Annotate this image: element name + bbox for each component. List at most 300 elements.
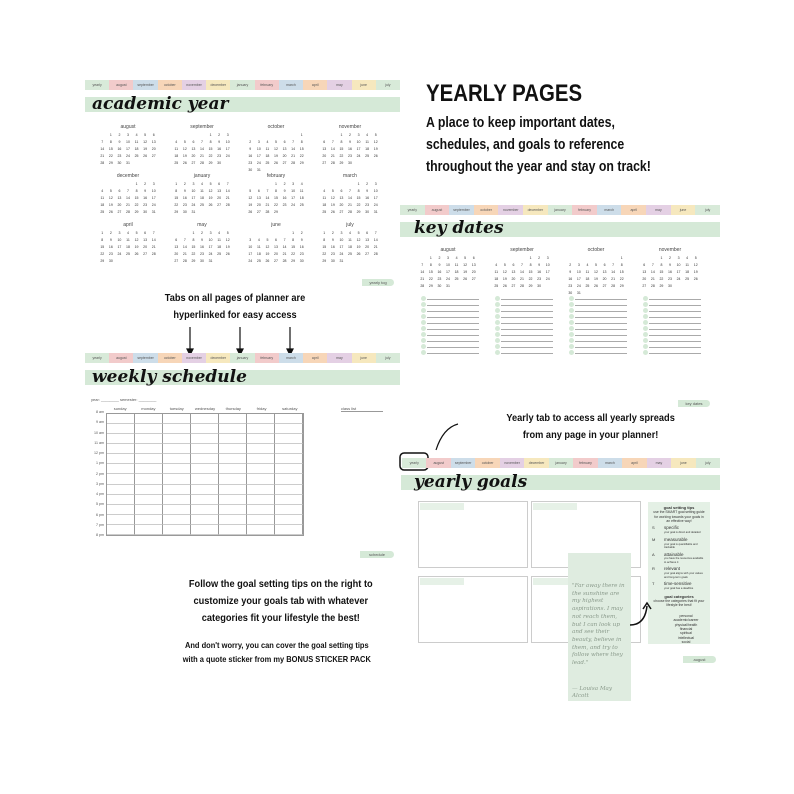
day[interactable]: 5 xyxy=(503,263,506,267)
day[interactable]: 23 xyxy=(365,203,370,207)
schedule-cell[interactable] xyxy=(275,454,303,464)
day[interactable]: 27 xyxy=(642,284,647,288)
august-tag[interactable]: august xyxy=(683,656,716,663)
day[interactable]: 5 xyxy=(275,140,277,144)
day[interactable]: 1 xyxy=(101,231,104,235)
day[interactable]: 29 xyxy=(659,284,664,288)
day[interactable]: 4 xyxy=(495,263,498,267)
schedule-cell[interactable] xyxy=(107,485,135,495)
day[interactable]: 5 xyxy=(266,238,269,242)
day[interactable]: 25 xyxy=(685,277,690,281)
day[interactable]: 17 xyxy=(191,196,196,200)
day[interactable]: 7 xyxy=(226,182,229,186)
tab-january[interactable]: january xyxy=(548,205,573,215)
key-dates-tag[interactable]: key dates xyxy=(678,400,710,407)
schedule-cell[interactable] xyxy=(275,474,303,484)
day[interactable]: 1 xyxy=(529,256,532,260)
schedule-cell[interactable] xyxy=(191,515,219,525)
day[interactable]: 17 xyxy=(339,245,344,249)
day[interactable]: 25 xyxy=(217,252,222,256)
day[interactable]: 15 xyxy=(134,196,139,200)
day[interactable]: 24 xyxy=(373,203,378,207)
day[interactable]: 30 xyxy=(348,161,352,165)
day[interactable]: 16 xyxy=(117,147,122,151)
day[interactable]: 2 xyxy=(569,263,572,267)
day[interactable]: 29 xyxy=(191,259,196,263)
day[interactable]: 8 xyxy=(135,189,138,193)
day[interactable]: 23 xyxy=(117,154,122,158)
day[interactable]: 22 xyxy=(619,277,624,281)
day[interactable]: 10 xyxy=(446,263,450,267)
day[interactable]: 14 xyxy=(182,245,187,249)
day[interactable]: 21 xyxy=(182,252,187,256)
day[interactable]: 24 xyxy=(291,203,296,207)
tab-august[interactable]: august xyxy=(109,353,133,363)
day[interactable]: 1 xyxy=(192,231,195,235)
day[interactable]: 13 xyxy=(191,147,196,151)
day[interactable]: 4 xyxy=(101,189,104,193)
day[interactable]: 14 xyxy=(420,270,425,274)
day[interactable]: 1 xyxy=(135,182,138,186)
day[interactable]: 17 xyxy=(208,245,213,249)
day[interactable]: 10 xyxy=(126,140,130,144)
schedule-cell[interactable] xyxy=(275,464,303,474)
day[interactable]: 2 xyxy=(218,133,221,137)
day[interactable]: 8 xyxy=(620,263,623,267)
day[interactable]: 8 xyxy=(175,189,178,193)
day[interactable]: 26 xyxy=(463,277,468,281)
day[interactable]: 30 xyxy=(200,259,204,263)
day[interactable]: 8 xyxy=(275,189,277,193)
day[interactable]: 28 xyxy=(420,284,425,288)
day[interactable]: 14 xyxy=(650,270,655,274)
day[interactable]: 22 xyxy=(174,203,179,207)
schedule-cell[interactable] xyxy=(219,495,247,505)
day[interactable]: 30 xyxy=(365,210,370,214)
tab-november[interactable]: november xyxy=(498,205,523,215)
tab-december[interactable]: december xyxy=(206,80,230,90)
day[interactable]: 26 xyxy=(108,210,113,214)
day[interactable]: 7 xyxy=(331,140,334,144)
day[interactable]: 23 xyxy=(668,277,672,281)
day[interactable]: 18 xyxy=(134,147,139,151)
tab-january[interactable]: january xyxy=(230,353,254,363)
day[interactable]: 3 xyxy=(447,256,449,260)
day[interactable]: 11 xyxy=(126,238,130,242)
day[interactable]: 15 xyxy=(208,147,213,151)
day[interactable]: 8 xyxy=(660,263,663,267)
day[interactable]: 7 xyxy=(183,238,186,242)
day[interactable]: 1 xyxy=(357,182,360,186)
day[interactable]: 12 xyxy=(502,270,507,274)
day[interactable]: 31 xyxy=(446,284,450,288)
day[interactable]: 31 xyxy=(339,259,344,263)
day[interactable]: 17 xyxy=(151,196,156,200)
day[interactable]: 26 xyxy=(265,259,270,263)
day[interactable]: 28 xyxy=(282,259,287,263)
day[interactable]: 21 xyxy=(611,277,616,281)
schedule-cell[interactable] xyxy=(135,414,163,424)
day[interactable]: 9 xyxy=(438,263,441,267)
day[interactable]: 1 xyxy=(300,133,303,137)
schedule-cell[interactable] xyxy=(219,474,247,484)
day[interactable]: 29 xyxy=(291,259,296,263)
day[interactable]: 17 xyxy=(256,154,261,158)
day[interactable]: 19 xyxy=(248,203,253,207)
schedule-cell[interactable] xyxy=(107,525,135,535)
day[interactable]: 1 xyxy=(175,182,178,186)
day[interactable]: 16 xyxy=(200,245,204,249)
day[interactable]: 6 xyxy=(257,189,260,193)
tab-march[interactable]: march xyxy=(279,80,303,90)
day[interactable]: 23 xyxy=(200,252,204,256)
day[interactable]: 24 xyxy=(676,277,681,281)
day[interactable]: 14 xyxy=(151,238,156,242)
day[interactable]: 25 xyxy=(494,284,499,288)
tab-july[interactable]: july xyxy=(695,205,720,215)
day[interactable]: 11 xyxy=(299,189,304,193)
day[interactable]: 13 xyxy=(282,147,287,151)
day[interactable]: 22 xyxy=(356,203,361,207)
day[interactable]: 2 xyxy=(366,182,369,186)
day[interactable]: 24 xyxy=(151,203,156,207)
day[interactable]: 17 xyxy=(225,147,230,151)
day[interactable]: 28 xyxy=(520,284,524,288)
schedule-cell[interactable] xyxy=(191,414,219,424)
day[interactable]: 14 xyxy=(225,189,230,193)
schedule-cell[interactable] xyxy=(107,495,135,505)
day[interactable]: 20 xyxy=(274,252,278,256)
tab-yearly[interactable]: yearly xyxy=(402,458,426,468)
day[interactable]: 23 xyxy=(248,161,253,165)
schedule-cell[interactable] xyxy=(247,485,275,495)
day[interactable]: 12 xyxy=(274,147,278,151)
day[interactable]: 5 xyxy=(331,189,334,193)
day[interactable]: 21 xyxy=(100,154,105,158)
day[interactable]: 8 xyxy=(101,238,104,242)
day[interactable]: 22 xyxy=(108,154,113,158)
day[interactable]: 8 xyxy=(340,140,343,144)
tab-november[interactable]: november xyxy=(500,458,524,468)
day[interactable]: 8 xyxy=(429,263,432,267)
day[interactable]: 15 xyxy=(100,245,105,249)
day[interactable]: 18 xyxy=(217,245,222,249)
day[interactable]: 16 xyxy=(108,245,113,249)
day[interactable]: 3 xyxy=(292,182,295,186)
day[interactable]: 16 xyxy=(365,196,370,200)
tab-january[interactable]: january xyxy=(549,458,573,468)
schedule-cell[interactable] xyxy=(275,485,303,495)
schedule-cell[interactable] xyxy=(135,525,163,535)
day[interactable]: 20 xyxy=(511,277,516,281)
day[interactable]: 27 xyxy=(602,284,607,288)
day[interactable]: 28 xyxy=(151,252,156,256)
day[interactable]: 24 xyxy=(356,154,361,158)
checkbox[interactable] xyxy=(421,338,426,343)
day[interactable]: 10 xyxy=(676,263,681,267)
schedule-cell[interactable] xyxy=(163,444,191,454)
day[interactable]: 24 xyxy=(225,154,230,158)
day[interactable]: 21 xyxy=(282,252,287,256)
day[interactable]: 28 xyxy=(265,210,270,214)
day[interactable]: 25 xyxy=(174,161,179,165)
day[interactable]: 28 xyxy=(126,210,130,214)
schedule-cell[interactable] xyxy=(247,414,275,424)
day[interactable]: 4 xyxy=(455,256,458,260)
checkbox[interactable] xyxy=(421,308,426,313)
tab-october[interactable]: october xyxy=(158,353,182,363)
day[interactable]: 12 xyxy=(265,245,270,249)
day[interactable]: 24 xyxy=(117,252,122,256)
day[interactable]: 23 xyxy=(217,154,222,158)
day[interactable]: 30 xyxy=(108,259,113,263)
day[interactable]: 17 xyxy=(248,252,253,256)
tab-april[interactable]: april xyxy=(303,80,327,90)
day[interactable]: 25 xyxy=(126,252,130,256)
day[interactable]: 6 xyxy=(283,140,286,144)
schedule-cell[interactable] xyxy=(163,464,191,474)
day[interactable]: 20 xyxy=(471,270,476,274)
day[interactable]: 6 xyxy=(472,256,475,260)
tab-june[interactable]: june xyxy=(352,80,376,90)
day[interactable]: 2 xyxy=(144,182,147,186)
day[interactable]: 11 xyxy=(365,140,369,144)
day[interactable]: 21 xyxy=(126,203,130,207)
checkbox[interactable] xyxy=(569,308,574,313)
day[interactable]: 12 xyxy=(225,238,230,242)
day[interactable]: 15 xyxy=(528,270,533,274)
day[interactable]: 29 xyxy=(299,161,304,165)
checkbox[interactable] xyxy=(643,320,648,325)
schedule-cell[interactable] xyxy=(247,525,275,535)
day[interactable]: 5 xyxy=(209,182,212,186)
day[interactable]: 10 xyxy=(208,238,213,242)
day[interactable]: 27 xyxy=(143,252,148,256)
day[interactable]: 13 xyxy=(642,270,647,274)
day[interactable]: 15 xyxy=(274,196,278,200)
day[interactable]: 4 xyxy=(349,231,351,235)
day[interactable]: 22 xyxy=(134,203,139,207)
day[interactable]: 7 xyxy=(266,189,269,193)
schedule-cell[interactable] xyxy=(275,424,303,434)
tab-december[interactable]: december xyxy=(524,458,548,468)
day[interactable]: 10 xyxy=(191,189,196,193)
day[interactable]: 9 xyxy=(183,189,186,193)
day[interactable]: 30 xyxy=(217,161,222,165)
day[interactable]: 16 xyxy=(330,245,335,249)
day[interactable]: 20 xyxy=(602,277,607,281)
day[interactable]: 2 xyxy=(201,231,203,235)
day[interactable]: 14 xyxy=(291,147,296,151)
tab-april[interactable]: april xyxy=(303,353,327,363)
day[interactable]: 29 xyxy=(428,284,433,288)
day[interactable]: 26 xyxy=(373,154,378,158)
tab-yearly[interactable]: yearly xyxy=(85,80,109,90)
day[interactable]: 11 xyxy=(322,196,327,200)
day[interactable]: 30 xyxy=(117,161,122,165)
schedule-cell[interactable] xyxy=(135,444,163,454)
checkbox[interactable] xyxy=(569,350,574,355)
day[interactable]: 18 xyxy=(494,277,499,281)
day[interactable]: 19 xyxy=(265,252,270,256)
day[interactable]: 7 xyxy=(283,238,286,242)
schedule-cell[interactable] xyxy=(163,495,191,505)
day[interactable]: 25 xyxy=(299,203,304,207)
day[interactable]: 16 xyxy=(182,196,187,200)
day[interactable]: 31 xyxy=(256,168,261,172)
tab-november[interactable]: november xyxy=(182,353,206,363)
tab-yearly[interactable]: yearly xyxy=(400,205,425,215)
day[interactable]: 27 xyxy=(151,154,156,158)
day[interactable]: 21 xyxy=(650,277,655,281)
day[interactable]: 10 xyxy=(545,263,550,267)
tab-july[interactable]: july xyxy=(696,458,720,468)
day[interactable]: 6 xyxy=(275,238,277,242)
schedule-cell[interactable] xyxy=(107,464,135,474)
day[interactable]: 6 xyxy=(340,189,343,193)
day[interactable]: 19 xyxy=(225,245,230,249)
tab-july[interactable]: july xyxy=(376,353,400,363)
tab-february[interactable]: february xyxy=(573,458,597,468)
day[interactable]: 3 xyxy=(152,182,155,186)
day[interactable]: 14 xyxy=(126,196,130,200)
day[interactable]: 26 xyxy=(134,252,139,256)
day[interactable]: 22 xyxy=(291,252,296,256)
tab-may[interactable]: may xyxy=(646,205,671,215)
day[interactable]: 12 xyxy=(356,238,361,242)
day[interactable]: 24 xyxy=(339,252,344,256)
day[interactable]: 6 xyxy=(366,231,369,235)
tab-february[interactable]: february xyxy=(255,353,279,363)
day[interactable]: 23 xyxy=(437,277,442,281)
day[interactable]: 1 xyxy=(209,133,212,137)
day[interactable]: 24 xyxy=(446,277,450,281)
day[interactable]: 5 xyxy=(374,133,377,137)
day[interactable]: 13 xyxy=(365,238,370,242)
day[interactable]: 7 xyxy=(349,189,351,193)
day[interactable]: 23 xyxy=(568,284,573,288)
tab-october[interactable]: october xyxy=(474,205,499,215)
day[interactable]: 22 xyxy=(191,252,196,256)
day[interactable]: 4 xyxy=(135,133,138,137)
day[interactable]: 2 xyxy=(669,256,671,260)
day[interactable]: 5 xyxy=(135,231,138,235)
day[interactable]: 18 xyxy=(685,270,690,274)
day[interactable]: 5 xyxy=(357,231,360,235)
schedule-cell[interactable] xyxy=(219,444,247,454)
day[interactable]: 10 xyxy=(576,270,581,274)
day[interactable]: 8 xyxy=(357,189,360,193)
day[interactable]: 17 xyxy=(446,270,450,274)
day[interactable]: 29 xyxy=(100,259,105,263)
day[interactable]: 2 xyxy=(118,133,121,137)
day[interactable]: 5 xyxy=(249,189,252,193)
day[interactable]: 7 xyxy=(292,140,295,144)
day[interactable]: 10 xyxy=(225,140,230,144)
day[interactable]: 25 xyxy=(265,161,270,165)
tab-march[interactable]: march xyxy=(597,205,622,215)
day[interactable]: 29 xyxy=(619,284,624,288)
schedule-cell[interactable] xyxy=(247,515,275,525)
day[interactable]: 26 xyxy=(594,284,598,288)
day[interactable]: 15 xyxy=(659,270,664,274)
tab-january[interactable]: january xyxy=(230,80,254,90)
day[interactable]: 25 xyxy=(322,210,327,214)
schedule-cell[interactable] xyxy=(191,525,219,535)
day[interactable]: 21 xyxy=(420,277,425,281)
day[interactable]: 28 xyxy=(611,284,616,288)
goal-box[interactable] xyxy=(418,501,528,568)
day[interactable]: 25 xyxy=(134,154,139,158)
schedule-cell[interactable] xyxy=(275,444,303,454)
day[interactable]: 23 xyxy=(330,252,335,256)
tab-august[interactable]: august xyxy=(426,458,450,468)
day[interactable]: 11 xyxy=(454,263,459,267)
day[interactable]: 11 xyxy=(585,270,590,274)
day[interactable]: 6 xyxy=(118,189,121,193)
schedule-cell[interactable] xyxy=(135,454,163,464)
tab-august[interactable]: august xyxy=(425,205,450,215)
day[interactable]: 27 xyxy=(191,161,196,165)
day[interactable]: 16 xyxy=(299,245,304,249)
day[interactable]: 19 xyxy=(108,203,113,207)
day[interactable]: 25 xyxy=(454,277,459,281)
tab-september[interactable]: september xyxy=(133,80,157,90)
day[interactable]: 21 xyxy=(265,203,270,207)
schedule-cell[interactable] xyxy=(247,495,275,505)
day[interactable]: 9 xyxy=(201,238,203,242)
day[interactable]: 10 xyxy=(373,189,378,193)
day[interactable]: 13 xyxy=(511,270,516,274)
day[interactable]: 8 xyxy=(300,140,303,144)
day[interactable]: 20 xyxy=(642,277,647,281)
day[interactable]: 26 xyxy=(208,203,213,207)
day[interactable]: 11 xyxy=(265,147,270,151)
day[interactable]: 27 xyxy=(217,203,222,207)
day[interactable]: 23 xyxy=(537,277,542,281)
schedule-cell[interactable] xyxy=(275,434,303,444)
day[interactable]: 4 xyxy=(266,140,269,144)
day[interactable]: 27 xyxy=(365,252,370,256)
day[interactable]: 27 xyxy=(471,277,476,281)
day[interactable]: 9 xyxy=(331,238,334,242)
day[interactable]: 1 xyxy=(620,256,623,260)
day[interactable]: 2 xyxy=(283,182,286,186)
day[interactable]: 28 xyxy=(373,252,378,256)
checkbox[interactable] xyxy=(421,302,426,307)
day[interactable]: 17 xyxy=(291,196,296,200)
schedule-cell[interactable] xyxy=(247,444,275,454)
tab-october[interactable]: october xyxy=(158,80,182,90)
day[interactable]: 13 xyxy=(339,196,344,200)
day[interactable]: 7 xyxy=(521,263,523,267)
day[interactable]: 7 xyxy=(651,263,654,267)
day[interactable]: 11 xyxy=(494,270,499,274)
schedule-cell[interactable] xyxy=(191,434,219,444)
day[interactable]: 18 xyxy=(174,154,179,158)
day[interactable]: 18 xyxy=(322,203,327,207)
day[interactable]: 11 xyxy=(174,147,179,151)
tab-yearly[interactable]: yearly xyxy=(85,353,109,363)
day[interactable]: 11 xyxy=(348,238,352,242)
tab-november[interactable]: november xyxy=(182,80,206,90)
day[interactable]: 8 xyxy=(323,238,326,242)
day[interactable]: 2 xyxy=(249,140,252,144)
day[interactable]: 6 xyxy=(512,263,515,267)
day[interactable]: 9 xyxy=(538,263,541,267)
day[interactable]: 24 xyxy=(256,161,261,165)
day[interactable]: 25 xyxy=(365,154,370,158)
